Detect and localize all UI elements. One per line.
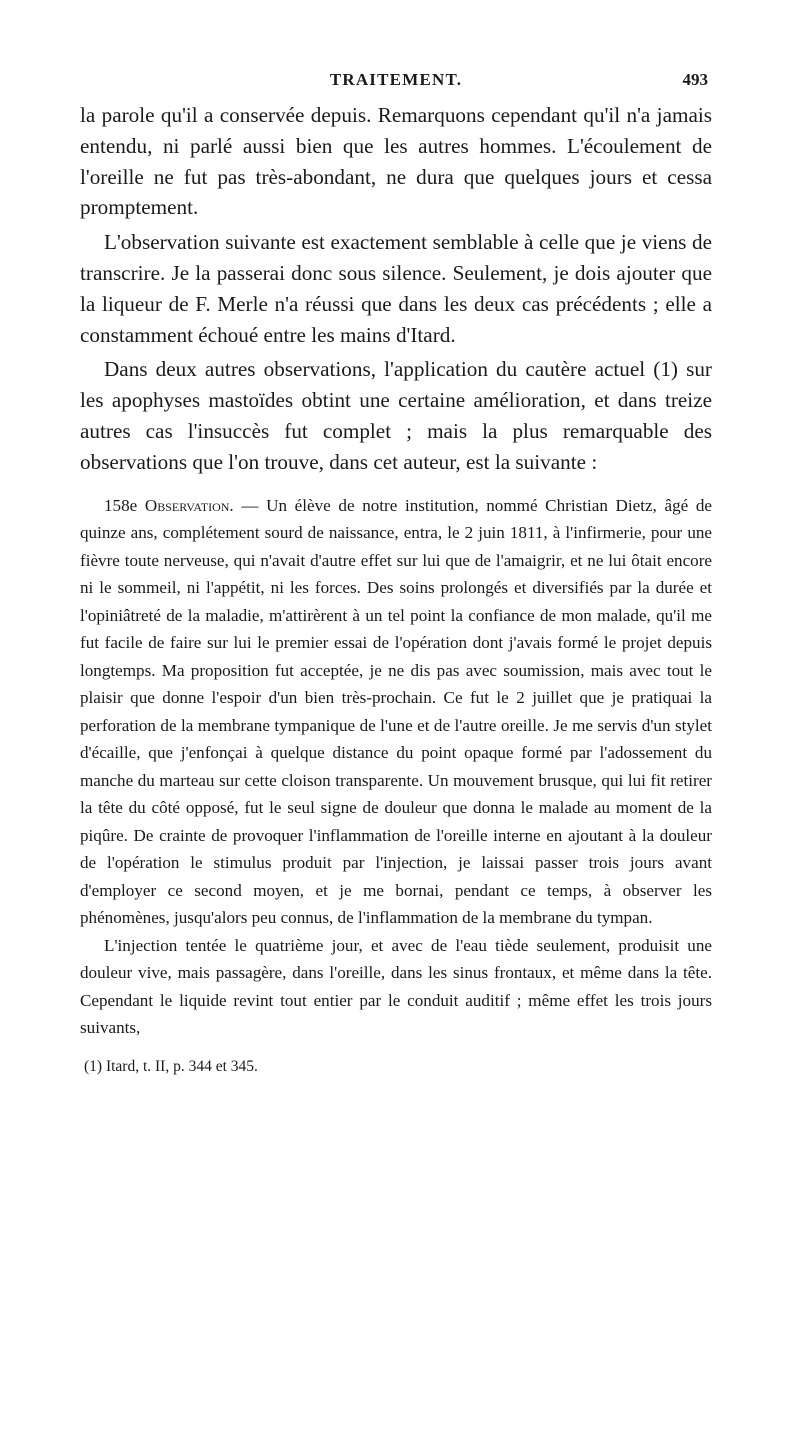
observation-continuation: L'injection tentée le quatrième jour, et avec de l'eau tiède seulement, produisit une douleur vive, mais passagère, dans l'oreille, dans les sinus frontaux, et même dans la tête. Cependant le liquide revint tout entier par le conduit auditif ; même effet les trois jours suivants, <box>80 935 712 1038</box>
observation-block <box>80 492 712 932</box>
paragraph-continuation: la parole qu'il a conservée depuis. Remarquons cependant qu'il n'a jamais entendu, ni parlé aussi bien que les autres hommes. L'écoulement de l'oreille ne fut pas très-abondant, ne dura que quelques jours et cessa promptement. <box>80 103 712 220</box>
observation-number: 158e <box>104 495 138 515</box>
observation-label: Observation. <box>144 495 234 515</box>
observation-dash: — <box>233 495 267 515</box>
page-header <box>80 70 712 94</box>
paragraph-cautery: Dans deux autres observations, l'application du cautère actuel (1) sur les apophyses mastoïdes obtint une certaine amélioration, et dans treize autres cas l'insuccès fut complet ; mais la plus remarquable des observations que l'on trouve, dans cet auteur, est la suivante : <box>80 357 712 474</box>
paragraph-observation-intro: L'observation suivante est exactement semblable à celle que je viens de transcrire. Je la passerai donc sous silence. Seulement, je dois ajouter que la liqueur de F. Merle n'a réussi que dans les deux cas précédents ; elle a constamment échoué entre les mains d'Itard. <box>80 230 712 347</box>
page-number: 493 <box>682 70 708 89</box>
book-page <box>80 70 712 1078</box>
running-title: TRAITEMENT. <box>329 70 463 89</box>
footnote: (1) Itard, t. II, p. 344 et 345. <box>84 1057 258 1075</box>
observation-text: Un élève de notre institution, nommé Christian Dietz, âgé de quinze ans, complétement sourd de naissance, entra, le 2 juin 1811, à l'infirmerie, pour une fièvre toute nerveuse, qui n'avait d'autre effet sur lui que de l'amaigrir, et ne lui ôtait encore ni le sommeil, ni l'appétit, ni les forces. Des soins prolongés et diversifiés par la durée et l'opiniâtreté de la maladie, m'attirèrent à un tel point la confiance de mon malade, qu'il me fut facile de faire sur lui le premier essai de l'opération dont j'avais formé le projet depuis longtemps. Ma proposition fut acceptée, je ne dis pas avec soumission, mais avec tout le plaisir que donne l'espoir d'un bien très-prochain. Ce fut le 2 juillet que je pratiquai la perforation de la membrane tympanique de l'une et de l'autre oreille. Je me servis d'un stylet d'écaille, que j'enfonçai à quelque distance du point opaque formé par l'adossement du manche du marteau sur cette cloison transparente. Un mouvement brusque, qui lui fit retirer la tête du côté opposé, fut le seul signe de douleur que donna le malade au moment de la piqûre. De crainte de provoquer l'inflammation de l'oreille interne en ajoutant à la douleur de l'opération le stimulus produit par l'injection, je laissai passer trois jours avant d'employer ce second moyen, et je me bornai, pendant ce temps, à observer les phénomènes, jusqu'alors peu connus, de l'inflammation de la membrane du tympan. <box>80 495 712 928</box>
